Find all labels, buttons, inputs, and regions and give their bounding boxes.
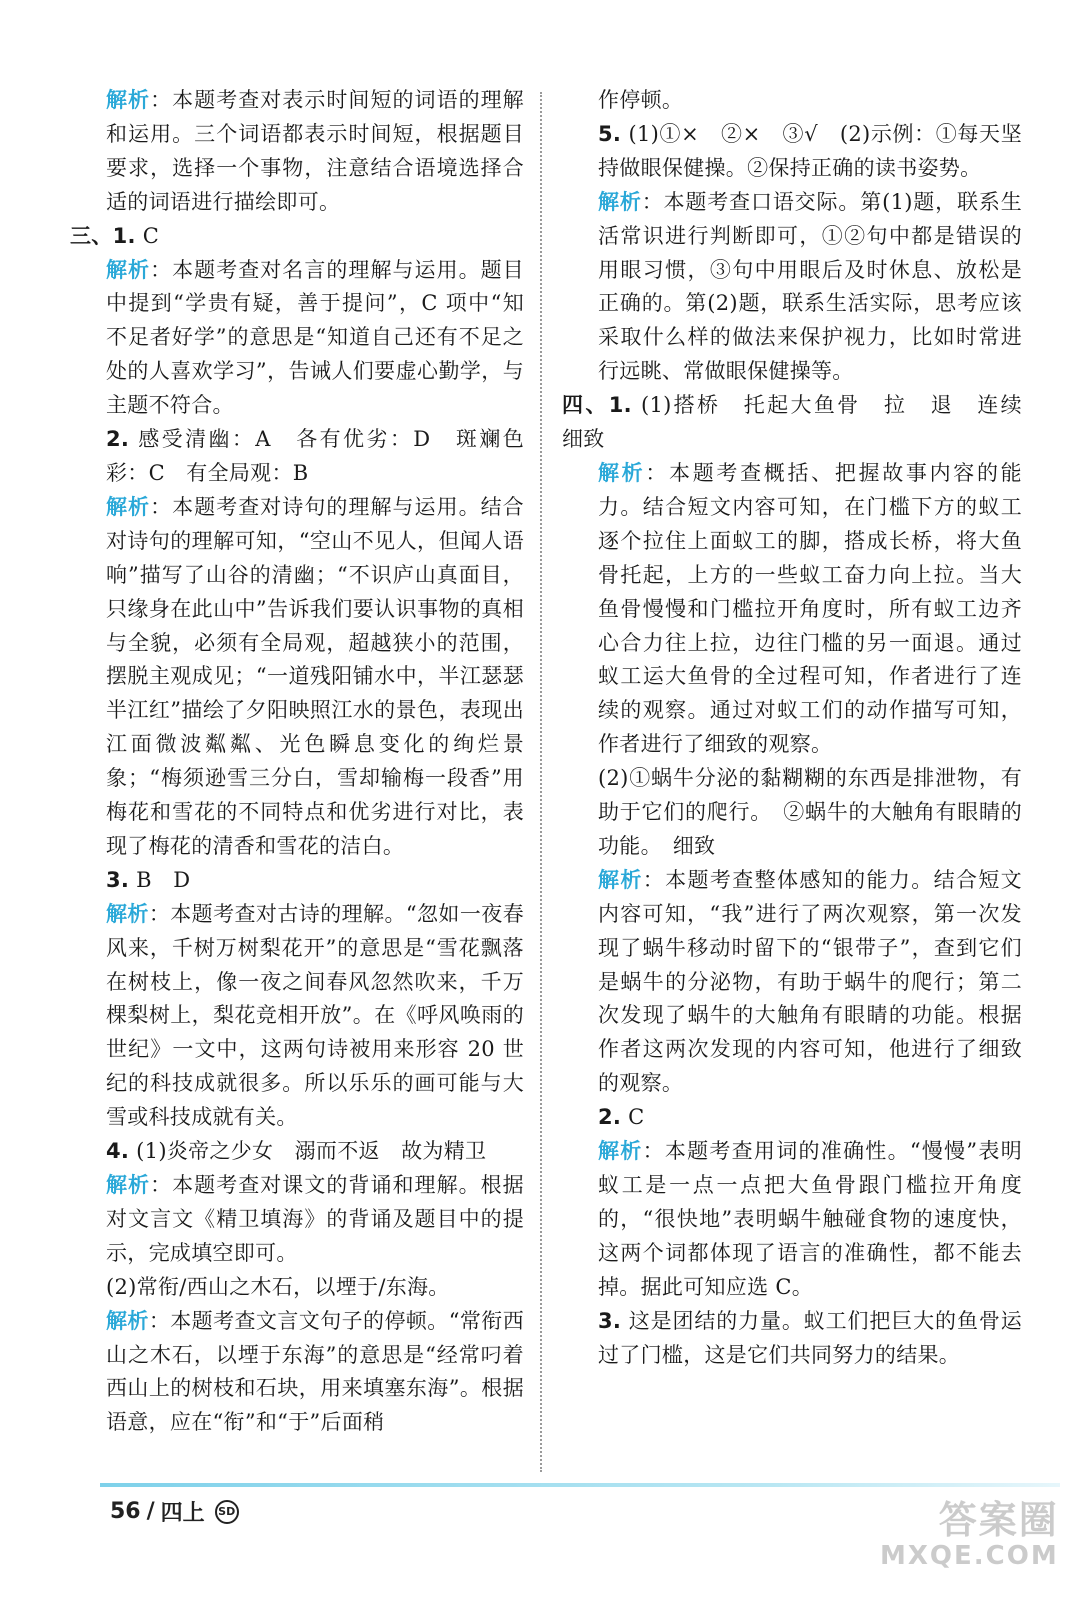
- paragraph-text: ：本题考查整体感知的能力。结合短文内容可知，“我”进行了两次观察，第一次发现了蜗牛移动时留下的“银带子”，查到它们是蜗牛的分泌物，有助于蜗牛的爬行；第二次发现了蜗牛的大触角有眼睛的功能。根据作者这两次发现的内容可知，他进行了细致的观察。: [598, 867, 1022, 1096]
- analysis-tag: 解析: [106, 1308, 149, 1333]
- question-number: 3.: [598, 1308, 622, 1333]
- paragraph: [598, 864, 1022, 1101]
- right-column: [562, 84, 1044, 1372]
- paragraph-text: B D: [129, 867, 191, 892]
- paragraph: [598, 762, 1022, 864]
- footer-rule: [100, 1483, 1060, 1487]
- paragraph-text: ：本题考查对表示时间短的词语的理解和运用。三个词语都表示时间短，根据题目要求，选择一个事物，注意结合语境选择合适的词语进行描绘即可。: [106, 88, 524, 214]
- analysis-tag: 解析: [598, 1139, 643, 1164]
- section-marker: 四、: [562, 393, 609, 418]
- paragraph-text: ：本题考查概括、把握故事内容的能力。结合短文内容可知，在门槛下方的蚁工逐个拉住上面蚁工的脚，搭成长桥，将大鱼骨托起，上方的一些蚁工奋力向上拉。当大鱼骨慢慢和门槛拉开角度时，所有蚁工边齐心合力往上拉，边往门槛的另一面退。通过蚁工运大鱼骨的全过程可知，作者进行了连续的观察。通过对蚁工们的动作描写可知，作者进行了细致的观察。: [598, 460, 1022, 757]
- paragraph: [598, 1305, 1022, 1373]
- analysis-tag: 解析: [598, 189, 642, 214]
- analysis-tag: 解析: [106, 494, 151, 519]
- paragraph-text: (2)常衔/西山之木石，以堙于/东海。: [106, 1274, 450, 1299]
- question-number: 4.: [106, 1139, 130, 1164]
- question-number: 2.: [598, 1105, 622, 1130]
- paragraph: [598, 186, 1022, 389]
- paragraph-text: (1)①× ②× ③√ (2)示例：①每天坚持做眼保健操。②保持正确的读书姿势。: [598, 121, 1022, 180]
- paragraph-text: (2)①蜗牛分泌的黏糊糊的东西是排泄物，有助于它们的爬行。 ②蜗牛的大触角有眼睛的功能。 细致: [598, 766, 1022, 858]
- paragraph: [106, 1135, 524, 1169]
- paragraph-text: ：本题考查口语交际。第(1)题，联系生活常识进行判断即可，①②句中都是错误的用眼习惯，③句中用眼后及时休息、放松是正确的。第(2)题，联系生活实际，思考应该采取什么样的做法来保护视力，比如时常进行远眺、常做眼保健操等。: [598, 189, 1022, 384]
- paragraph: [598, 457, 1022, 762]
- question-number: 3.: [106, 867, 130, 892]
- paragraph: [598, 1101, 1022, 1135]
- paragraph: [106, 254, 524, 424]
- paragraph: [598, 84, 1022, 118]
- question-number: 1.: [608, 393, 632, 418]
- paragraph-text: (1)搭桥 托起大鱼骨 拉 退 连续 细致: [562, 393, 1044, 452]
- analysis-tag: 解析: [106, 1173, 151, 1197]
- paragraph-text: ：本题考查对古诗的理解。“忽如一夜春风来，千树万树梨花开”的意思是“雪花飘落在树枝上，像一夜之间春风忽然吹来，千万棵梨树上，梨花竞相开放”。在《呼风唤雨的世纪》一文中，这两句诗被用来形容 20 世纪的科技成就很多。所以乐乐的画可能与大雪或科技成就有关。: [106, 901, 524, 1130]
- column-divider: [540, 92, 542, 1472]
- question-number: 1.: [112, 223, 136, 248]
- paragraph-text: ：本题考查对诗句的理解与运用。结合对诗句的理解可知，“空山不见人，但闻人语响”描写了山谷的清幽；“不识庐山真面目，只缘身在此山中”告诉我们要认识事物的真相与全貌，必须有全局观，超越狭小的范围，摆脱主观成见；“一道残阳铺水中，半江瑟瑟半江红”描绘了夕阳映照江水的景色，表现出江面微波粼粼、光色瞬息变化的绚烂景象；“梅须逊雪三分白，雪却输梅一段香”用梅花和雪花的不同特点和优劣进行对比，表现了梅花的清香和雪花的洁白。: [106, 494, 524, 858]
- analysis-tag: 解析: [598, 460, 646, 485]
- watermark-logo: 答案圈: [938, 1498, 1059, 1542]
- footer-slash: /: [146, 1499, 155, 1524]
- paragraph: [562, 389, 1044, 457]
- paragraph-text: C: [621, 1105, 645, 1130]
- left-column: [70, 84, 524, 1440]
- paragraph-text: 这是团结的力量。蚁工们把巨大的鱼骨运过了门槛，这是它们共同努力的结果。: [598, 1308, 1022, 1367]
- paragraph-text: ：本题考查文言文句子的停顿。“常衔西山之木石，以堙于东海”的意思是“经常叼着西山上的树枝和石块，用来填塞东海”。根据语意，应在“衔”和“于”后面稍: [106, 1308, 524, 1435]
- page-number: 56: [110, 1499, 141, 1524]
- analysis-tag: 解析: [598, 867, 643, 892]
- watermark-url: MXQE.COM: [880, 1541, 1059, 1571]
- paragraph: [598, 1135, 1022, 1305]
- watermark: [880, 1498, 1059, 1570]
- paragraph: [106, 898, 524, 1135]
- paragraph: [106, 864, 524, 898]
- question-number: 5.: [598, 121, 622, 146]
- analysis-tag: 解析: [106, 88, 151, 112]
- analysis-tag: 解析: [106, 257, 151, 282]
- paragraph-text: 感受清幽：A 各有优劣：D 斑斓色彩：C 有全局观：B: [106, 427, 524, 485]
- paragraph: [598, 118, 1022, 186]
- section-marker: 三、: [70, 223, 113, 248]
- paragraph-text: 作停顿。: [598, 88, 684, 112]
- paragraph-text: ：本题考查对名言的理解与运用。题目中提到“学贵有疑，善于提问”，C 项中“知不足者好学”的意思是“知道自己还有不足之处的人喜欢学习”，告诫人们要虚心勤学，与主题不符合。: [106, 257, 524, 418]
- grade-label: 四上: [160, 1501, 205, 1526]
- question-number: 2.: [106, 427, 130, 452]
- paragraph: [106, 1305, 524, 1441]
- paragraph-text: ：本题考查用词的准确性。“慢慢”表明蚁工是一点一点把大鱼骨跟门槛拉开角度的，“很快地”表明蜗牛触碰食物的速度快，这两个词都体现了语言的准确性，都不能去掉。据此可知应选 C。: [598, 1139, 1022, 1299]
- paragraph: [106, 1169, 524, 1271]
- paragraph: [106, 84, 524, 220]
- paragraph-text: (1)炎帝之少女 溺而不返 故为精卫: [129, 1139, 487, 1164]
- paragraph: [70, 220, 524, 254]
- paragraph: [106, 423, 524, 491]
- paragraph: [106, 491, 524, 864]
- footer: [110, 1496, 239, 1527]
- sd-badge-icon: SD: [215, 1500, 239, 1524]
- paragraph-text: C: [135, 223, 160, 248]
- analysis-tag: 解析: [106, 901, 149, 926]
- paragraph-text: ：本题考查对课文的背诵和理解。根据对文言文《精卫填海》的背诵及题目中的提示，完成填空即可。: [106, 1173, 524, 1265]
- paragraph: [106, 1271, 524, 1305]
